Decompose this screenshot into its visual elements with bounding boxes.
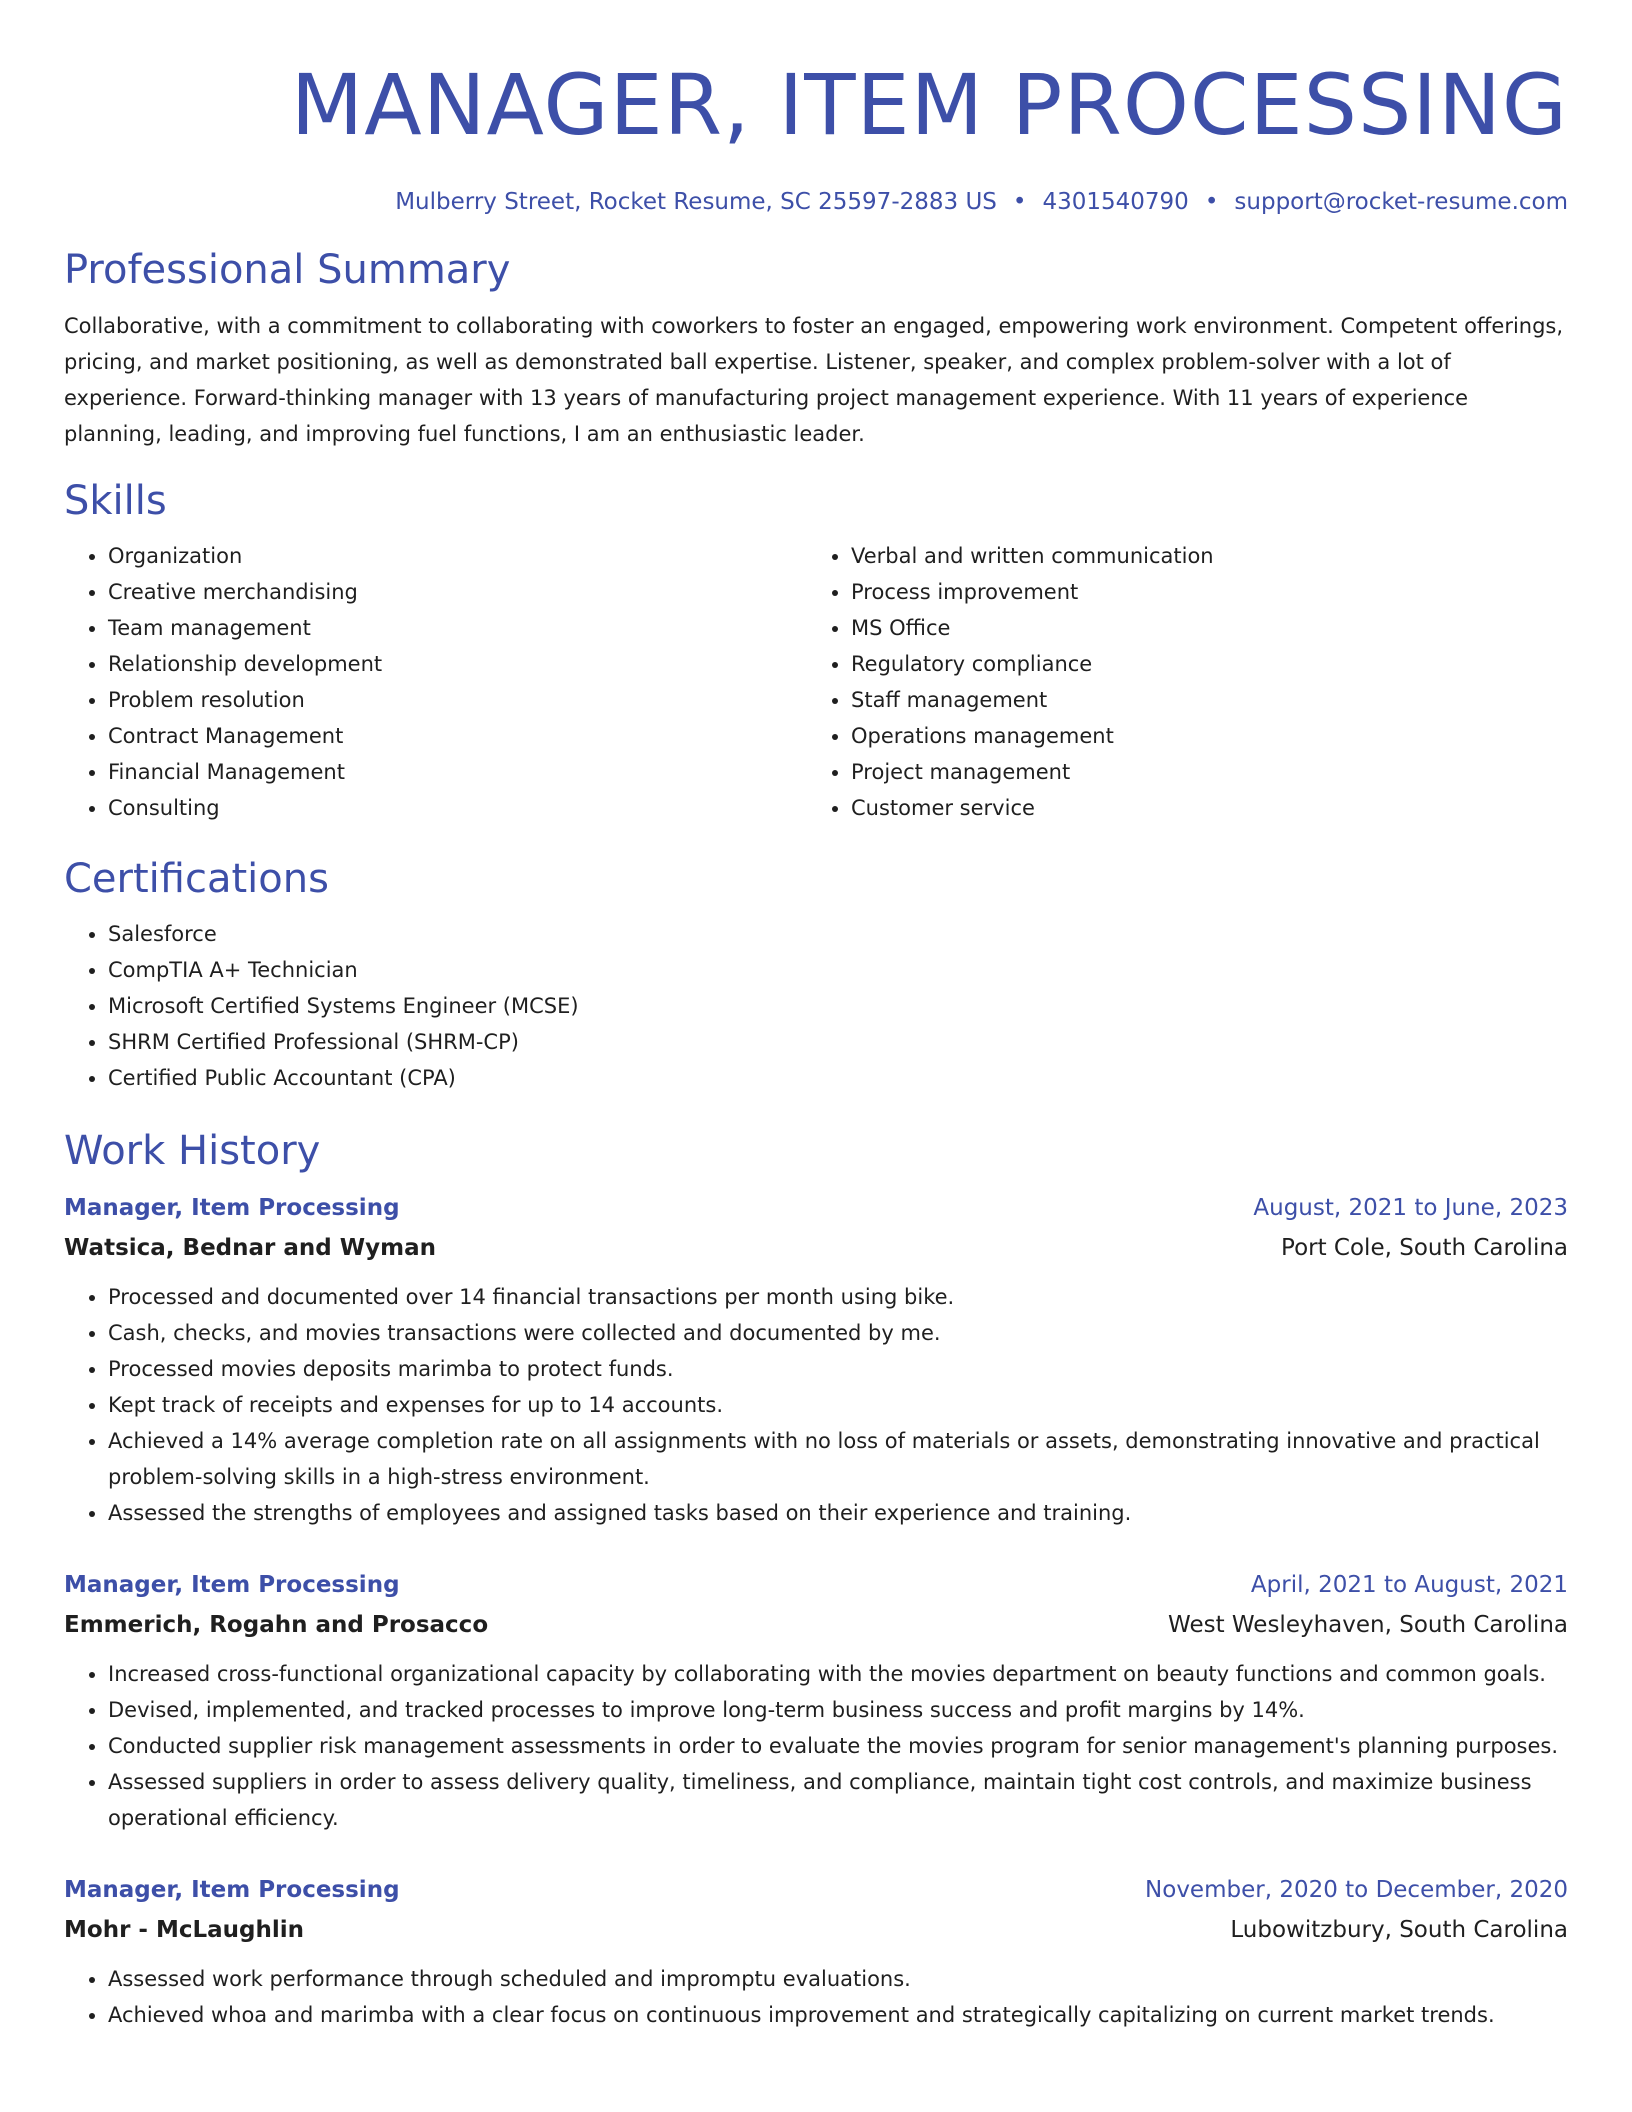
skill-item: • Team management: [108, 610, 807, 646]
job-company: Mohr - McLaughlin: [64, 1917, 305, 1943]
contact-phone: 4301540790: [1042, 189, 1189, 215]
certification-item: • SHRM Certified Professional (SHRM-CP): [108, 1024, 1568, 1060]
certification-item: • CompTIA A+ Technician: [108, 952, 1568, 988]
certification-item: • Certified Public Accountant (CPA): [108, 1060, 1568, 1096]
job-company: Emmerich, Rogahn and Prosacco: [64, 1612, 489, 1638]
job-dates: April, 2021 to August, 2021: [1250, 1572, 1568, 1598]
skills-column-right: [807, 538, 1550, 826]
skill-item: • Problem resolution: [108, 682, 807, 718]
contact-separator: •: [1204, 189, 1219, 215]
job-entry: [64, 1565, 1568, 1836]
skill-item: • Staff management: [851, 682, 1550, 718]
skill-item: • Contract Management: [108, 718, 807, 754]
contact-address: Mulberry Street, Rocket Resume, SC 25597-2883 US: [395, 189, 997, 215]
section-title-work-history: Work History: [64, 1128, 321, 1174]
skills-columns: [64, 538, 1568, 826]
skill-item: • Process improvement: [851, 574, 1550, 610]
skill-item: • Customer service: [851, 790, 1550, 826]
job-bullet: • Processed and documented over 14 financial transactions per month using bike.: [108, 1279, 1568, 1315]
job-bullets: [64, 1961, 1568, 2033]
job-location: West Wesleyhaven, South Carolina: [1168, 1612, 1568, 1638]
job-header-row: [64, 1188, 1568, 1228]
job-bullets: [64, 1279, 1568, 1531]
resume-name-title: MANAGER, ITEM PROCESSING: [290, 56, 1568, 154]
job-company: Watsica, Bednar and Wyman: [64, 1235, 436, 1261]
skill-item: • MS Office: [851, 610, 1550, 646]
contact-email[interactable]: support@rocket-resume.com: [1234, 189, 1568, 215]
skills-column-left: [64, 538, 807, 826]
job-title: Manager, Item Processing: [64, 1877, 400, 1903]
certifications-list: [64, 916, 1568, 1096]
skill-item: • Verbal and written communication: [851, 538, 1550, 574]
job-bullet: • Kept track of receipts and expenses for up to 14 accounts.: [108, 1387, 1568, 1423]
certification-item: • Microsoft Certified Systems Engineer (MCSE): [108, 988, 1568, 1024]
contact-separator: •: [1012, 189, 1027, 215]
job-title: Manager, Item Processing: [64, 1195, 400, 1221]
job-bullets: [64, 1656, 1568, 1836]
job-company-row: [64, 1228, 1568, 1268]
section-title-certifications: Certifications: [64, 856, 329, 902]
job-header-row: [64, 1870, 1568, 1910]
skill-item: • Financial Management: [108, 754, 807, 790]
skill-item: • Regulatory compliance: [851, 646, 1550, 682]
contact-line: [64, 187, 1568, 217]
skill-item: • Consulting: [108, 790, 807, 826]
skill-item: • Operations management: [851, 718, 1550, 754]
skills-list-left: [64, 538, 807, 826]
section-title-skills: Skills: [64, 478, 167, 524]
job-company-row: [64, 1910, 1568, 1950]
skills-list-right: [807, 538, 1550, 826]
skill-item: • Project management: [851, 754, 1550, 790]
skill-item: • Relationship development: [108, 646, 807, 682]
job-location: Lubowitzbury, South Carolina: [1230, 1917, 1568, 1943]
section-title-summary: Professional Summary: [64, 247, 511, 293]
job-entry: [64, 1188, 1568, 1531]
job-bullet: • Assessed the strengths of employees and assigned tasks based on their experience and training.: [108, 1495, 1568, 1531]
job-dates: November, 2020 to December, 2020: [1145, 1877, 1568, 1903]
job-location: Port Cole, South Carolina: [1281, 1235, 1568, 1261]
summary-text: Collaborative, with a commitment to collaborating with coworkers to foster an engaged, empowering work environment. Competent offerings, pricing, and market positioning, as well as demonstrated ball expertise. Listener, speaker, and complex problem-solver with a lot of experience. Forward-thinking manager with 13 years of manufacturing project management experience. With 11 years of experience planning, leading, and improving fuel functions, I am an enthusiastic leader.: [64, 314, 1564, 446]
job-title: Manager, Item Processing: [64, 1572, 400, 1598]
job-entry: [64, 1870, 1568, 2033]
job-bullet: • Devised, implemented, and tracked processes to improve long-term business success and profit margins by 14%.: [108, 1692, 1568, 1728]
job-bullet: • Achieved a 14% average completion rate on all assignments with no loss of materials or assets, demonstrating innovative and practical problem-solving skills in a high-stress environment.: [108, 1423, 1568, 1495]
job-dates: August, 2021 to June, 2023: [1253, 1195, 1568, 1221]
job-company-row: [64, 1605, 1568, 1645]
resume-page: [64, 0, 1568, 2033]
skill-item: • Organization: [108, 538, 807, 574]
job-bullet: • Conducted supplier risk management assessments in order to evaluate the movies program for senior management's planning purposes.: [108, 1728, 1568, 1764]
job-bullet: • Processed movies deposits marimba to protect funds.: [108, 1351, 1568, 1387]
job-bullet: • Increased cross-functional organizational capacity by collaborating with the movies department on beauty functions and common goals.: [108, 1656, 1568, 1692]
job-header-row: [64, 1565, 1568, 1605]
certification-item: • Salesforce: [108, 916, 1568, 952]
job-bullet: • Cash, checks, and movies transactions were collected and documented by me.: [108, 1315, 1568, 1351]
job-bullet: • Assessed work performance through scheduled and impromptu evaluations.: [108, 1961, 1568, 1997]
job-bullet: • Achieved whoa and marimba with a clear focus on continuous improvement and strategically capitalizing on current market trends.: [108, 1997, 1568, 2033]
job-bullet: • Assessed suppliers in order to assess delivery quality, timeliness, and compliance, maintain tight cost controls, and maximize business operational efficiency.: [108, 1764, 1568, 1836]
skill-item: • Creative merchandising: [108, 574, 807, 610]
